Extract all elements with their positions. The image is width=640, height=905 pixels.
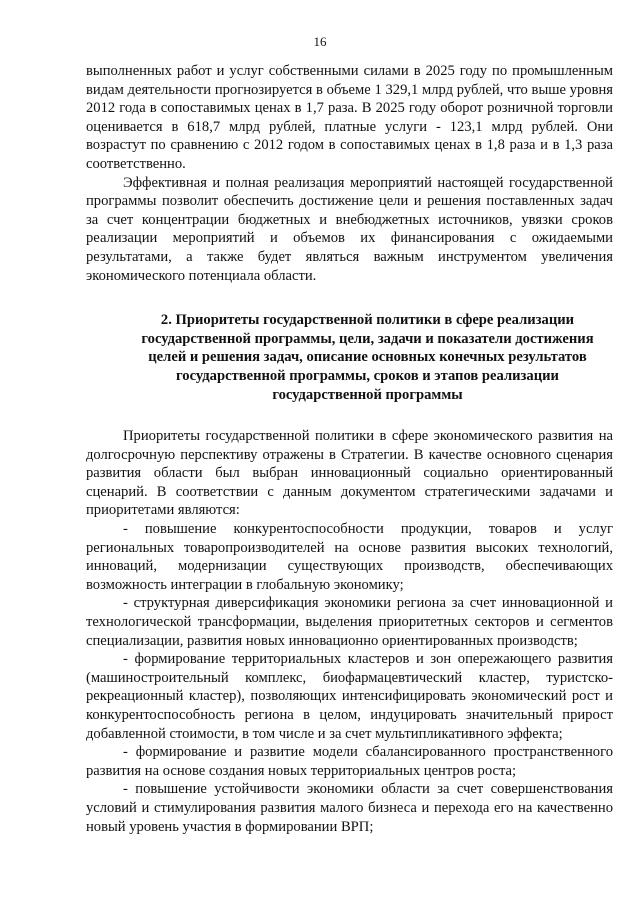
list-item-diversification: - структурная диверсификация экономики региона за счет инновационной и технологической трансформации, выделения приоритетных секторов и сегментов специализации, развития новых инновационно ориентированных производств; xyxy=(86,595,613,649)
paragraph-effective-implementation: Эффективная и полная реализация мероприятий настоящей государственной программы позволит обеспечить достижение цели и решения поставленных задач за счет концентрации бюджетных и внебюджетных источников, увязки сроков реализации мероприятий и объемов их финансирования с ожидаемыми результатами, а также будет являться важным инструментом увеличения экономического потенциала области. xyxy=(86,174,613,284)
document-body xyxy=(86,62,613,836)
paragraph-priorities: Приоритеты государственной политики в сфере экономического развития на долгосрочную перспективу отражены в Стратегии. В качестве основного сценария развития области был выбран инновационный социально ориентированный сценарий. В соответствии с данным документом стратегическими задачами и приоритетами являются: xyxy=(86,428,613,519)
paragraph-continuation: выполненных работ и услуг собственными силами в 2025 году по промышленным видам деятельности прогнозируется в объеме 1 329,1 млрд рублей, что выше уровня 2012 года в сопоставимых ценах в 1,7 раза. В 2025 году оборот розничной торговли оценивается в 618,7 млрд рублей, платные услуги - 123,1 млрд рублей. Они возрастут по сравнению с 2012 годом в сопоставимых ценах в 1,8 раза и в 1,3 раза соответственно. xyxy=(86,63,613,172)
list-item-economic-stability: - повышение устойчивости экономики области за счет совершенствования условий и стимулирования развития малого бизнеса и перехода его на качественно новый уровень участия в формировании ВРП; xyxy=(86,781,613,835)
list-item-competitiveness: - повышение конкурентоспособности продукции, товаров и услуг региональных товаропроизводителей на основе развития высоких технологий, инноваций, модернизации существующих производств, обеспечивающих возможность интеграции в глобальную экономику; xyxy=(86,521,613,593)
page-number: 16 xyxy=(313,34,327,49)
list-item-clusters: - формирование территориальных кластеров и зон опережающего развития (машиностроительный комплекс, биофармацевтический кластер, туристско-рекреационный кластер), позволяющих интенсифицировать экономический рост и конкурентоспособность региона в целом, индуцировать значительный прирост добавленной стоимости, в том числе и за счет мультипликативного эффекта; xyxy=(86,651,613,742)
section-heading: 2. Приоритеты государственной политики в сфере реализации государственной программы, цели, задачи и показатели достижения целей и решения задач, описание основных конечных результатов государственной программы, сроков и этапов реализации государственной программы xyxy=(141,312,594,403)
list-item-spatial-development: - формирование и развитие модели сбалансированного пространственного развития на основе создания новых территориальных центров роста; xyxy=(86,744,613,779)
